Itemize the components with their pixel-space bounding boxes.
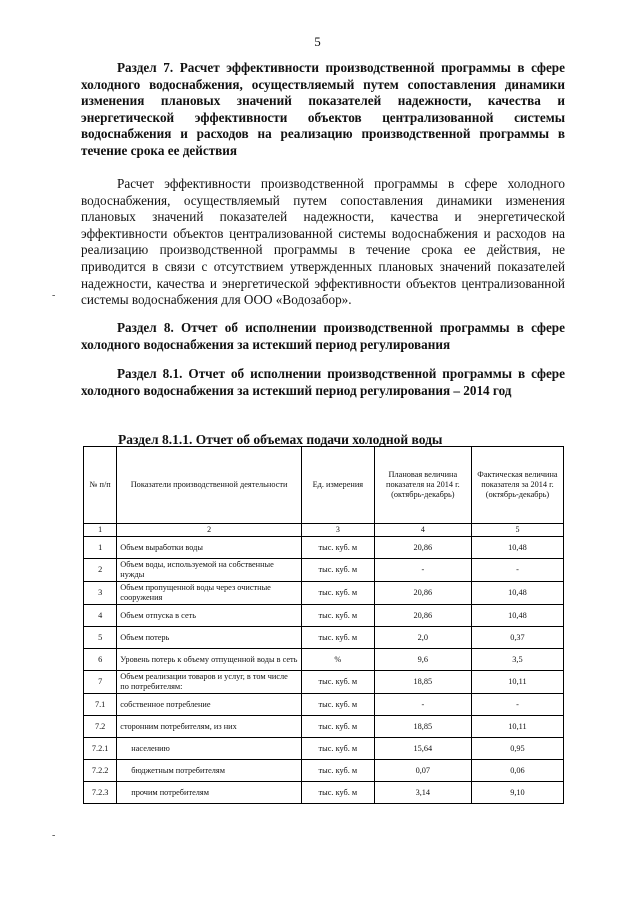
row-indicator: Объем пропущенной воды через очистные сооружения [117,582,302,605]
header-unit: Ед. измерения [301,447,374,524]
row-plan: 15,64 [374,738,471,760]
row-num: 7.2.2 [84,760,117,782]
row-num: 3 [84,582,117,605]
section-8-heading: Раздел 8. Отчет об исполнении производственной программы в сфере холодного водоснабжения за истекший период регулирования [81,320,565,352]
row-indicator: Уровень потерь к объему отпущенной воды в сеть [117,649,302,671]
row-fact: 10,48 [471,582,563,605]
row-indicator: Объем отпуска в сеть [117,605,302,627]
table-row [84,559,564,582]
row-indicator: прочим потребителям [117,782,302,804]
row-unit: тыс. куб. м [301,738,374,760]
column-index: 3 [301,524,374,537]
row-indicator: Объем воды, используемой на собственные нужды [117,559,302,582]
row-indicator: Объем выработки воды [117,537,302,559]
column-index-row [84,524,564,537]
row-num: 6 [84,649,117,671]
table-caption: Раздел 8.1.1. Отчет об объемах подачи холодной воды [118,432,443,447]
table-row [84,627,564,649]
row-fact: 10,48 [471,605,563,627]
row-indicator: населению [117,738,302,760]
header-num: № п/п [84,447,117,524]
row-num: 7.2 [84,716,117,738]
row-fact: 3,5 [471,649,563,671]
column-index: 4 [374,524,471,537]
column-index: 5 [471,524,563,537]
row-fact: - [471,694,563,716]
row-fact: 10,48 [471,537,563,559]
row-num: 7.1 [84,694,117,716]
water-supply-table [83,446,564,804]
row-unit: тыс. куб. м [301,537,374,559]
row-fact: 10,11 [471,716,563,738]
row-plan: 20,86 [374,582,471,605]
row-fact: 0,06 [471,760,563,782]
row-num: 7.2.1 [84,738,117,760]
table-row [84,582,564,605]
table-row [84,671,564,694]
row-fact: 0,37 [471,627,563,649]
row-plan: 2,0 [374,627,471,649]
table-row [84,649,564,671]
row-indicator: бюджетным потребителям [117,760,302,782]
row-num: 5 [84,627,117,649]
margin-mark: - [52,830,56,841]
row-fact: 9,10 [471,782,563,804]
row-num: 7.2.3 [84,782,117,804]
section-8-1-heading: Раздел 8.1. Отчет об исполнении производственной программы в сфере холодного водоснабжения за истекший период регулирования – 2014 год [81,366,565,398]
row-indicator: Объем реализации товаров и услуг, в том числе по потребителям: [117,671,302,694]
row-fact: 0,95 [471,738,563,760]
table-body [84,537,564,804]
row-unit: тыс. куб. м [301,582,374,605]
row-unit: тыс. куб. м [301,605,374,627]
table-row [84,738,564,760]
column-index: 1 [84,524,117,537]
row-num: 2 [84,559,117,582]
row-indicator: Объем потерь [117,627,302,649]
header-fact: Фактическая величина показателя за 2014 г. (октябрь-декабрь) [471,447,563,524]
table-row [84,537,564,559]
row-unit: % [301,649,374,671]
page-number: 5 [314,34,321,49]
row-plan: 18,85 [374,716,471,738]
row-plan: 9,6 [374,649,471,671]
row-indicator: сторонним потребителям, из них [117,716,302,738]
table-row [84,694,564,716]
header-plan: Плановая величина показателя на 2014 г. (октябрь-декабрь) [374,447,471,524]
header-indicator: Показатели производственной деятельности [117,447,302,524]
row-plan: 20,86 [374,537,471,559]
row-plan: - [374,694,471,716]
row-num: 4 [84,605,117,627]
table-row [84,782,564,804]
row-plan: 3,14 [374,782,471,804]
row-unit: тыс. куб. м [301,716,374,738]
row-fact: 10,11 [471,671,563,694]
row-unit: тыс. куб. м [301,782,374,804]
row-plan: 18,85 [374,671,471,694]
row-plan: 20,86 [374,605,471,627]
row-indicator: собственное потребление [117,694,302,716]
row-fact: - [471,559,563,582]
table-row [84,716,564,738]
row-num: 1 [84,537,117,559]
row-unit: тыс. куб. м [301,760,374,782]
row-plan: 0,07 [374,760,471,782]
row-unit: тыс. куб. м [301,559,374,582]
column-index: 2 [117,524,302,537]
section-7-body: Расчет эффективности производственной программы в сфере холодного водоснабжения, осуществляемый путем сопоставления динамики изменения плановых значений показателей надежности, качества и энергетической эффективности объектов централизованной системы водоснабжения и расходов на реализацию производственной программы в течение срока ее действия, не приводится в связи с отсутствием утвержденных плановых значений показателей надежности, качества и энергетической эффективности объектов централизованной системы водоснабжения для ООО «Водозабор». [81,176,565,308]
table-row [84,760,564,782]
margin-mark: - [52,290,56,301]
table-row [84,605,564,627]
row-unit: тыс. куб. м [301,694,374,716]
row-unit: тыс. куб. м [301,671,374,694]
row-num: 7 [84,671,117,694]
section-7-heading: Раздел 7. Расчет эффективности производственной программы в сфере холодного водоснабжения, осуществляемый путем сопоставления динамики изменения плановых значений показателей надежности, качества и энергетической эффективности объектов централизованной системы водоснабжения и расходов на реализацию производственной программы в течение срока ее действия [81,60,565,158]
table-header-row [84,447,564,524]
row-plan: - [374,559,471,582]
row-unit: тыс. куб. м [301,627,374,649]
